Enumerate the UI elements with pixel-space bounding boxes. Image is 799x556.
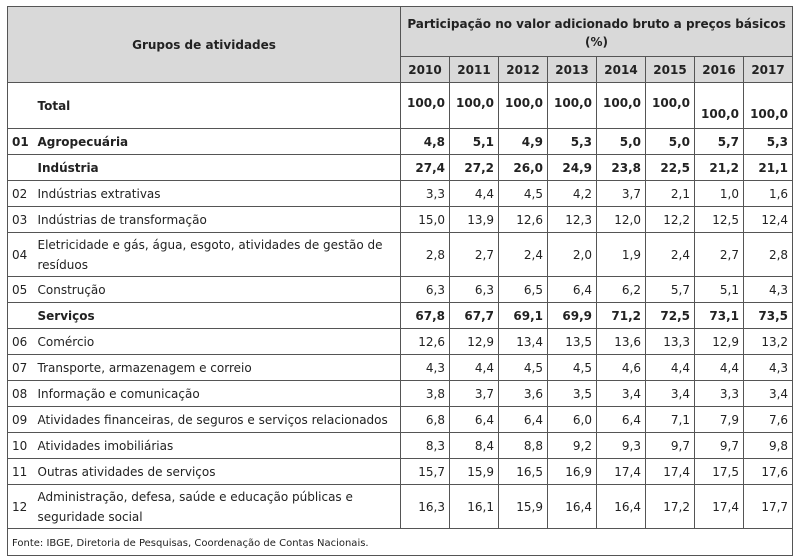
cell-value: 15,9 — [450, 459, 499, 485]
cell-value: 13,5 — [548, 329, 597, 355]
cell-value: 3,3 — [695, 381, 744, 407]
cell-value: 17,5 — [695, 459, 744, 485]
cell-value: 1,0 — [695, 181, 744, 207]
cell-value: 4,2 — [548, 181, 597, 207]
cell-value: 5,1 — [695, 277, 744, 303]
cell-value: 5,0 — [597, 129, 646, 155]
cell-value: 2,8 — [744, 233, 793, 277]
cell-value: 3,7 — [597, 181, 646, 207]
year-header: 2011 — [450, 57, 499, 83]
table-row — [8, 233, 793, 277]
cell-value: 5,3 — [744, 129, 793, 155]
row-label: Indústrias de transformação — [36, 207, 401, 233]
cell-value: 8,4 — [450, 433, 499, 459]
cell-value: 15,9 — [499, 485, 548, 529]
cell-value: 5,1 — [450, 129, 499, 155]
row-code: 05 — [8, 277, 36, 303]
cell-value: 9,2 — [548, 433, 597, 459]
cell-value: 72,5 — [646, 303, 695, 329]
cell-value: 21,1 — [744, 155, 793, 181]
cell-value: 3,4 — [646, 381, 695, 407]
row-label: Eletricidade e gás, água, esgoto, atividades de gestão de resíduos — [36, 233, 401, 277]
row-code: 09 — [8, 407, 36, 433]
cell-value: 8,3 — [401, 433, 450, 459]
participation-title: Participação no valor adicionado bruto a preços básicos — [407, 16, 786, 31]
cell-value: 73,5 — [744, 303, 793, 329]
value-added-table — [7, 6, 793, 556]
cell-value: 5,7 — [646, 277, 695, 303]
cell-value: 12,6 — [499, 207, 548, 233]
cell-value: 4,3 — [744, 355, 793, 381]
cell-value: 4,9 — [499, 129, 548, 155]
year-header: 2017 — [744, 57, 793, 83]
cell-value: 8,8 — [499, 433, 548, 459]
cell-value: 12,9 — [450, 329, 499, 355]
cell-value: 5,0 — [646, 129, 695, 155]
year-header: 2016 — [695, 57, 744, 83]
cell-value: 6,8 — [401, 407, 450, 433]
row-label: Atividades financeiras, de seguros e serviços relacionados — [36, 407, 401, 433]
cell-value: 17,6 — [744, 459, 793, 485]
cell-value: 27,2 — [450, 155, 499, 181]
cell-value: 2,8 — [401, 233, 450, 277]
cell-value: 6,2 — [597, 277, 646, 303]
cell-value: 6,4 — [597, 407, 646, 433]
table-row — [8, 433, 793, 459]
row-code: 03 — [8, 207, 36, 233]
cell-value: 100,0 — [450, 83, 499, 129]
cell-value: 6,4 — [548, 277, 597, 303]
cell-value: 9,7 — [695, 433, 744, 459]
cell-value: 4,5 — [499, 181, 548, 207]
cell-value: 4,4 — [450, 355, 499, 381]
cell-value: 4,3 — [744, 277, 793, 303]
cell-value: 27,4 — [401, 155, 450, 181]
cell-value: 5,7 — [695, 129, 744, 155]
cell-value: 16,9 — [548, 459, 597, 485]
row-label: Indústria — [36, 155, 401, 181]
cell-value: 22,5 — [646, 155, 695, 181]
cell-value: 16,4 — [597, 485, 646, 529]
cell-value: 3,7 — [450, 381, 499, 407]
cell-value: 69,1 — [499, 303, 548, 329]
cell-value: 6,0 — [548, 407, 597, 433]
unit-label: (%) — [585, 34, 609, 49]
table-row — [8, 355, 793, 381]
row-code — [8, 303, 36, 329]
cell-value: 15,7 — [401, 459, 450, 485]
cell-value: 16,3 — [401, 485, 450, 529]
cell-value: 17,4 — [646, 459, 695, 485]
table-row — [8, 303, 793, 329]
cell-value: 5,3 — [548, 129, 597, 155]
cell-value: 4,4 — [450, 181, 499, 207]
cell-value: 12,4 — [744, 207, 793, 233]
row-code: 12 — [8, 485, 36, 529]
cell-value: 67,8 — [401, 303, 450, 329]
row-code: 06 — [8, 329, 36, 355]
row-label: Outras atividades de serviços — [36, 459, 401, 485]
cell-value: 100,0 — [499, 83, 548, 129]
year-header: 2010 — [401, 57, 450, 83]
cell-value: 4,5 — [548, 355, 597, 381]
cell-value: 4,4 — [695, 355, 744, 381]
cell-value: 16,5 — [499, 459, 548, 485]
cell-value: 23,8 — [597, 155, 646, 181]
cell-value: 2,1 — [646, 181, 695, 207]
cell-value: 3,8 — [401, 381, 450, 407]
cell-value: 6,3 — [450, 277, 499, 303]
cell-value: 17,2 — [646, 485, 695, 529]
table-body — [8, 83, 793, 556]
groups-header: Grupos de atividades — [8, 7, 401, 83]
cell-value: 9,3 — [597, 433, 646, 459]
cell-value: 17,7 — [744, 485, 793, 529]
cell-value: 71,2 — [597, 303, 646, 329]
cell-value: 13,4 — [499, 329, 548, 355]
row-code: 11 — [8, 459, 36, 485]
cell-value: 4,6 — [597, 355, 646, 381]
row-code — [8, 83, 36, 129]
row-label: Construção — [36, 277, 401, 303]
table-row-total — [8, 83, 793, 129]
row-code: 10 — [8, 433, 36, 459]
cell-value: 100,0 — [401, 83, 450, 129]
cell-value: 12,2 — [646, 207, 695, 233]
cell-value: 7,9 — [695, 407, 744, 433]
cell-value: 73,1 — [695, 303, 744, 329]
cell-value: 67,7 — [450, 303, 499, 329]
cell-value: 3,5 — [548, 381, 597, 407]
cell-value: 12,6 — [401, 329, 450, 355]
row-label: Informação e comunicação — [36, 381, 401, 407]
cell-value: 69,9 — [548, 303, 597, 329]
row-code — [8, 155, 36, 181]
row-code: 02 — [8, 181, 36, 207]
cell-value: 3,4 — [597, 381, 646, 407]
table-row — [8, 485, 793, 529]
cell-value: 24,9 — [548, 155, 597, 181]
table-row — [8, 381, 793, 407]
cell-value: 12,9 — [695, 329, 744, 355]
row-label: Indústrias extrativas — [36, 181, 401, 207]
cell-value: 13,6 — [597, 329, 646, 355]
cell-value: 4,4 — [646, 355, 695, 381]
cell-value: 4,3 — [401, 355, 450, 381]
cell-value: 2,7 — [695, 233, 744, 277]
cell-value: 2,4 — [499, 233, 548, 277]
cell-value: 17,4 — [695, 485, 744, 529]
cell-value: 6,4 — [499, 407, 548, 433]
year-header: 2012 — [499, 57, 548, 83]
table-row — [8, 459, 793, 485]
cell-value: 100,0 — [548, 83, 597, 129]
cell-value: 9,8 — [744, 433, 793, 459]
cell-value: 15,0 — [401, 207, 450, 233]
row-label: Atividades imobiliárias — [36, 433, 401, 459]
table-row — [8, 207, 793, 233]
row-code: 08 — [8, 381, 36, 407]
cell-value: 7,1 — [646, 407, 695, 433]
cell-value: 12,5 — [695, 207, 744, 233]
cell-value: 1,9 — [597, 233, 646, 277]
row-label: Transporte, armazenagem e correio — [36, 355, 401, 381]
cell-value: 7,6 — [744, 407, 793, 433]
cell-value: 16,4 — [548, 485, 597, 529]
cell-value: 21,2 — [695, 155, 744, 181]
source-note: Fonte: IBGE, Diretoria de Pesquisas, Coordenação de Contas Nacionais. — [8, 529, 793, 556]
cell-value: 13,2 — [744, 329, 793, 355]
row-label: Total — [36, 83, 401, 129]
table-row — [8, 129, 793, 155]
year-header: 2015 — [646, 57, 695, 83]
cell-value: 26,0 — [499, 155, 548, 181]
cell-value: 9,7 — [646, 433, 695, 459]
cell-value: 4,5 — [499, 355, 548, 381]
cell-value: 100,0 — [695, 83, 744, 129]
cell-value: 3,6 — [499, 381, 548, 407]
cell-value: 12,0 — [597, 207, 646, 233]
participation-header — [401, 7, 793, 57]
cell-value: 1,6 — [744, 181, 793, 207]
year-header: 2014 — [597, 57, 646, 83]
row-label: Serviços — [36, 303, 401, 329]
table-row — [8, 407, 793, 433]
cell-value: 100,0 — [646, 83, 695, 129]
cell-value: 100,0 — [744, 83, 793, 129]
cell-value: 17,4 — [597, 459, 646, 485]
source-row — [8, 529, 793, 556]
row-label: Comércio — [36, 329, 401, 355]
cell-value: 2,0 — [548, 233, 597, 277]
cell-value: 6,5 — [499, 277, 548, 303]
row-code: 01 — [8, 129, 36, 155]
cell-value: 6,3 — [401, 277, 450, 303]
table-row — [8, 277, 793, 303]
row-code: 07 — [8, 355, 36, 381]
cell-value: 2,4 — [646, 233, 695, 277]
year-header: 2013 — [548, 57, 597, 83]
row-label: Administração, defesa, saúde e educação públicas e seguridade social — [36, 485, 401, 529]
row-label: Agropecuária — [36, 129, 401, 155]
table-row — [8, 329, 793, 355]
cell-value: 100,0 — [597, 83, 646, 129]
table-row — [8, 181, 793, 207]
cell-value: 3,4 — [744, 381, 793, 407]
cell-value: 13,3 — [646, 329, 695, 355]
cell-value: 13,9 — [450, 207, 499, 233]
cell-value: 2,7 — [450, 233, 499, 277]
cell-value: 6,4 — [450, 407, 499, 433]
cell-value: 12,3 — [548, 207, 597, 233]
cell-value: 16,1 — [450, 485, 499, 529]
cell-value: 3,3 — [401, 181, 450, 207]
table-row — [8, 155, 793, 181]
cell-value: 4,8 — [401, 129, 450, 155]
row-code: 04 — [8, 233, 36, 277]
